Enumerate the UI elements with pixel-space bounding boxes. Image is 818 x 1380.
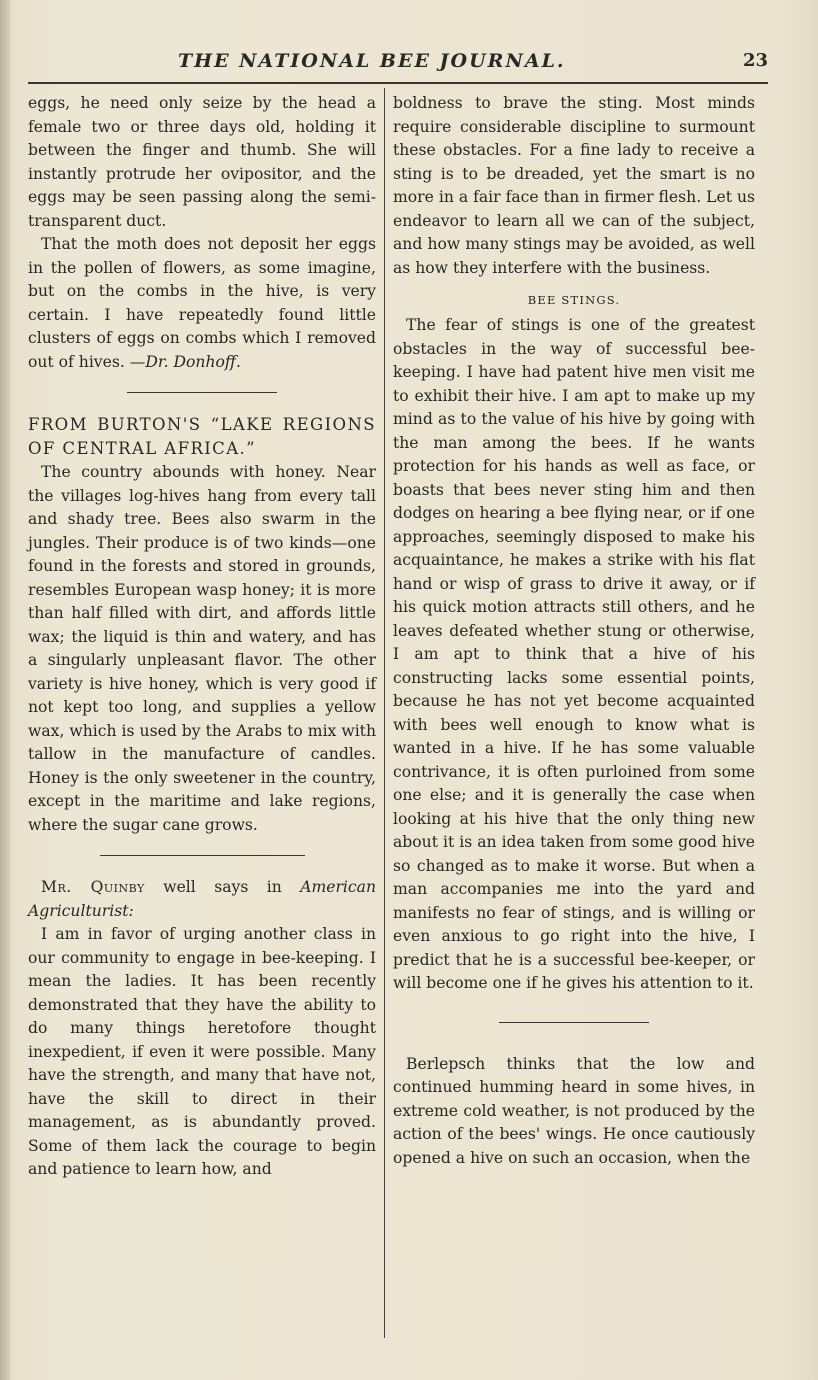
right-paragraph-boldness: boldness to brave the sting. Most minds require considerable discipline to surmount these obstacles. For a fine lady to receive a sting is to be dreaded, yet the smart is no more in a fair face than in firmer flesh. Let us endeavor to learn all we can of the subject, and how many stings may be avoided, as well as how they interfere with the business. (393, 94, 755, 277)
column-divider (384, 88, 385, 1338)
right-paragraph-berlepsch: Berlepsch thinks that the low and continued humming heard in some hives, in extreme cold weather, is not produced by the action of the bees' wings. He once cautiously opened a hive on such an occasion, when the (393, 1054, 755, 1167)
right-paragraph-stings: The fear of stings is one of the greatest obstacles in the way of successful bee-keeping. I have had patent hive men visit me to exhibit their hive. I am apt to make up my mind as to the value of his hive by going with the man among the bees. If he wants protection for his hands as well as face, or boasts that bees never sting him and then dodges on hearing a bee flying near, or if one approaches, seemingly disposed to make his acquaintance, he makes a strike with his flat hand or wisp of grass to drive it away, or if his quick motion attracts still others, and he leaves defeated whether stung or otherwise, I am apt to think that a hive of his constructing lacks some essential points, because he has not yet become acquainted with bees well enough to know what is wanted in a hive. If he has some valuable contrivance, it is often purloined from some one else; and it is generally the case when looking at his hive that the only thing new about it is an idea taken from some good hive so changed as to make it worse. But when a man accompanies me into the yard and manifests no fear of stings, and is willing or even anxious to go right into the hive, I predict that he is a successful bee-keeper, or will become one if he gives his attention to it. (393, 316, 755, 992)
page-number: 23 (742, 50, 768, 71)
article-body-burton: The country abounds with honey. Near the villages log-hives hang from every tall and shady tree. Bees also swarm in the jungles. Their produce is of two kinds—one found in the forests and stored in grounds, resembles European wasp honey; it is more than half filled with dirt, and affords little wax; the liquid is thin and watery, and has a singularly unpleasant flavor. The other variety is hive honey, which is very good if not kept too long, and supplies a yellow wax, which is used by the Arabs to mix with tallow in the manufacture of candles. Honey is the only sweetener in the country, except in the maritime and lake regions, where the sugar cane grows. (28, 463, 376, 834)
author-name-quinby: Mr. Quinby (41, 878, 145, 896)
header-rule (28, 82, 768, 84)
running-title: THE NATIONAL BEE JOURNAL. (178, 50, 566, 72)
article-lead-text: well says in (144, 878, 301, 896)
left-column (28, 92, 376, 1182)
page-header (0, 50, 818, 80)
left-paragraph-moth (28, 233, 376, 374)
subheading-bee-stings: BEE STINGS. (527, 293, 621, 307)
article-body-quinby: I am in favor of urging another class in our community to engage in bee-keeping. I mean the ladies. It has been recently demonstrated that they have the ability to do many things heretofore thought inexpedient, if even it were possible. Many have the strength, and many that have not, have the skill to direct in their management, as is abundantly proved. Some of them lack the courage to begin and patience to learn how, and (28, 925, 376, 1178)
page-binding-edge (0, 0, 10, 1380)
left-paragraph-eggs: eggs, he need only seize by the head a female two or three days old, holding it between the finger and thumb. She will instantly protrude her ovipositor, and the eggs may be seen passing along the semi-transparent duct. (28, 94, 376, 230)
article-heading-burton: FROM BURTON'S “LAKE REGIONS OF CENTRAL AFRICA.” (28, 415, 376, 458)
attribution-donhoff: —Dr. Donhoff. (129, 352, 241, 371)
left-paragraph-moth-text: That the moth does not deposit her eggs in the pollen of flowers, as some imagine, but on the combs in the hive, is very certain. I have repeatedly found little clusters of eggs on combs which I removed out of hives. (28, 235, 376, 371)
section-rule (127, 392, 277, 393)
section-rule (499, 1022, 649, 1023)
right-column (393, 92, 755, 1170)
section-rule (100, 855, 305, 856)
article-lead-quinby (28, 876, 376, 923)
source-american-agriculturist: American Agriculturist: (28, 878, 376, 920)
